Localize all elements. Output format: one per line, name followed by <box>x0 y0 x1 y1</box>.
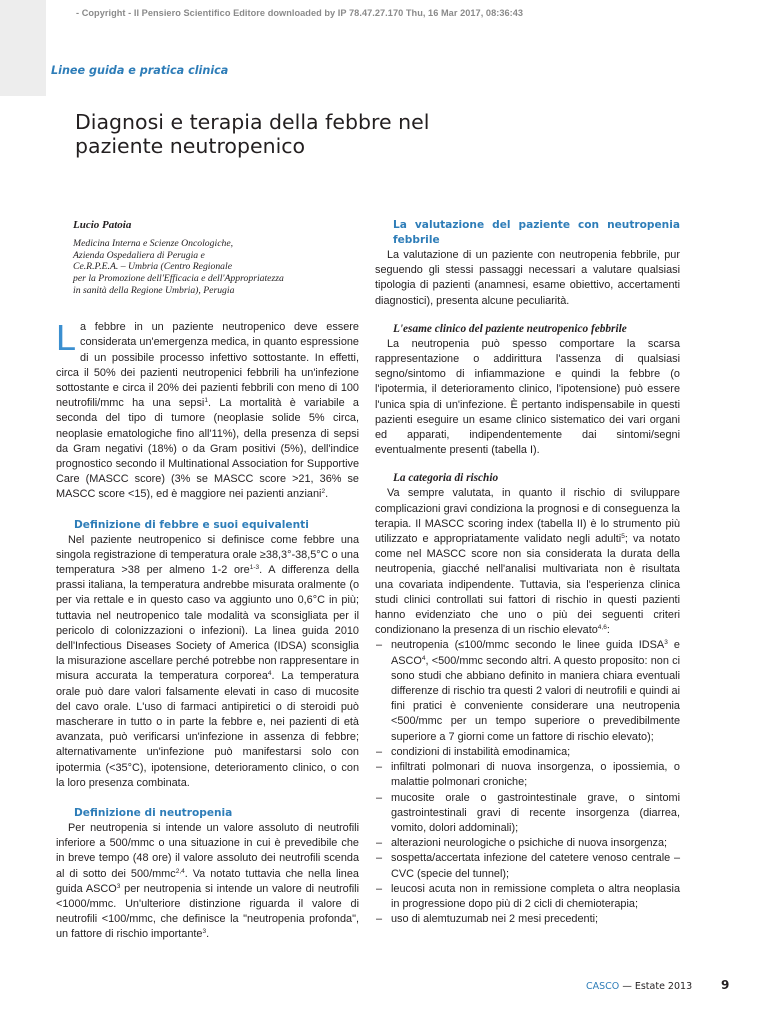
dash-marker: – <box>376 913 383 926</box>
section-label: Linee guida e pratica clinica <box>51 64 229 77</box>
list-item <box>375 882 680 912</box>
citation: 1-3 <box>249 564 260 572</box>
dash-marker: – <box>376 791 383 804</box>
dash-marker: – <box>376 882 383 895</box>
text-run: Va sempre valutata, in quanto il rischio di sviluppare complicazioni gravi condiziona la prognosi e di conseguenza la terapia. Il MASCC scoring index (tabella II) è lo strumento più utilizzato e appropriatamente validato negli adulti <box>375 487 680 546</box>
evaluation-paragraph: La valutazione di un paziente con neutropenia febbrile, pur seguendo gli stessi passaggi necessari a valutare qualsiasi tipologia di pazienti (anamnesi, esame obiettivo, accertamenti diagnostici), presenta alcune peculiarità. <box>375 249 680 307</box>
dash-marker: – <box>376 837 383 850</box>
issue-label: Estate 2013 <box>634 981 693 992</box>
text-run: leucosi acuta non in remissione completa o altra neoplasia in progressione dopo più di 2 cicli di chemioterapia; <box>391 882 680 910</box>
text-run: e ASCO <box>391 639 680 667</box>
affiliation-line: per la Promozione dell'Efficacia e dell'Appropriatezza <box>73 272 284 284</box>
text-run: . La mortalità è variabile a seconda del tipo di tumore (neoplasie solide 5% circa, neoplasie ematologiche fino all'11%), della presenza di sepsi da Gram negativi (18%) o da Gram positivi (5%), dell'indice prognostico secondo il Multinational Association for Supportive Care (MASCC score) (3% se MASCC score >21, 36% se MASCC score <15), ed è maggiore nei pazienti anziani <box>56 397 359 501</box>
text-run: Per neutropenia si intende un valore assoluto di neutrofili inferiore a 500/mmc o una situazione in cui è prevedibile che in breve tempo (48 ore) il valore assoluto dei neutrofili scenda al di sotto dei 500/mmc <box>56 822 359 880</box>
text-run: . La temperatura orale può dare valori falsamente elevati in caso di mucosite del cavo orale. L'uso di farmaci antipiretici o di steroidi può mascherare in tutto o in parte la febbre e, nei pazienti di età avanzata, può verificarsi un'infezione in assenza di febbre; alternativamente un'infezione può manifestarsi solo con ipotermia (<35°C), ipotensione, deterioramento clinico, o con la loro presenza combinata. <box>56 670 359 789</box>
list-item <box>375 836 680 851</box>
list-item <box>375 638 680 744</box>
text-run: . Va notato tuttavia che nella linea guida ASCO <box>56 867 359 895</box>
heading-fever-definition: Definizione di febbre e suoi equivalenti <box>74 518 309 531</box>
citation: 3 <box>202 928 207 936</box>
author-affiliation <box>73 238 359 296</box>
citation: 3 <box>116 882 121 890</box>
citation: 5 <box>621 533 625 541</box>
citation: 4 <box>421 654 426 662</box>
risk-category-paragraph <box>375 486 680 638</box>
fever-definition-paragraph <box>56 533 359 791</box>
dash-marker: – <box>376 639 383 652</box>
text-run: alterazioni neurologiche o psichiche di nuova insorgenza; <box>391 837 668 850</box>
citation: 1 <box>204 397 208 405</box>
citation: 2,4 <box>175 867 185 875</box>
text-run: sospetta/accertata infezione del catetere venoso centrale – CVC (specie del tunnel); <box>391 852 680 880</box>
dash-marker: – <box>376 761 383 774</box>
clinical-exam-paragraph: La neutropenia può spesso comportare la scarsa rappresentazione o addirittura l'assenza di qualsiasi segno/sintomo di infiammazione e quindi la febbre (o l'ipotermia, il deterioramento clinico, l'ipotensione) può essere l'unica spia di un'infezione. È pertanto indispensabile in questi pazienti eseguire un esame clinico sistematico dei vari organi ed apparati, indipendentemente dai sintomi/segni eventualmente presenti (tabella I). <box>375 337 680 457</box>
heading-clinical-exam: L'esame clinico del paziente neutropenico febbrile <box>393 322 627 335</box>
list-item <box>375 851 680 881</box>
page-number: 9 <box>721 978 730 992</box>
list-item <box>375 760 680 790</box>
citation: 4,6 <box>597 624 607 632</box>
heading-neutropenia-definition: Definizione di neutropenia <box>74 807 233 820</box>
citation: 3 <box>664 639 668 647</box>
text-run: : <box>606 624 610 637</box>
text-run: , <500/mmc secondo altri. A questo proposito: non ci sono studi che abbiano definito in maniera chiara eventuali differenze di rischio tra questi 2 valori di neutrofili e quindi ai fini pratici è conveniente considerare una neutropenia <500/mmc per un tempo superiore o prevedibilmente superiore a 7 giorni come un fattore di rischio elevato); <box>391 654 680 743</box>
text-run: ; va notato come nel MASCC score non sia considerata la durata della neutropenia, giacché nell'analisi multivariata non è risultata una covariata indipendente. Tuttavia, sia l'esperienza clinica studi clinici controllati sui fattori di rischio in questi pazienti hanno evidenziato che uno o più dei seguenti criteri condizionano la presenza di un rischio elevato <box>375 533 681 637</box>
copyright-notice: - Copyright - Il Pensiero Scientifico Editore downloaded by IP 78.47.27.170 Thu, 16 Mar 2017, 08:36:43 <box>76 8 524 18</box>
right-column <box>375 218 680 927</box>
text-run: a febbre in un paziente neutropenico deve essere considerata un'emergenza medica, in quanto espressione di un possibile processo infettivo sottostante. In effetti, circa il 50% dei pazienti neutropenici febbrili ha un'infezione sottostante e circa il 20% dei pazienti febbrili con meno di 100 neutrofili/mmc ha una sepsi <box>56 321 359 410</box>
journal-name: CASCO <box>586 981 620 992</box>
heading-risk-category: La categoria di rischio <box>393 472 499 485</box>
footer-separator: — <box>622 981 632 992</box>
list-item <box>375 791 680 837</box>
text-run: uso di alemtuzumab nei 2 mesi precedenti; <box>391 913 599 926</box>
citation: 4 <box>267 670 272 678</box>
text-run: . A differenza della prassi italiana, la temperatura andrebbe misurata oralmente (o per via rettale e in questo caso va aggiunto uno 0,6°C in più; tuttavia nel neutropenico tale modalità va sconsigliata per il pericolo di colonizzazioni o infezioni). La linea guida 2010 dell'Infectious Diseases Society of America (IDSA) sconsiglia la misurazione ascellare perché potrebbe non rappresentare in misura accurata la temperatura corporea <box>56 564 359 683</box>
page-title: Diagnosi e terapia della febbre nel paziente neutropenico <box>75 109 430 158</box>
text-run: condizioni di instabilità emodinamica; <box>391 745 571 758</box>
text-run: . <box>206 928 210 941</box>
text-run: infiltrati polmonari di nuova insorgenza, o ipossiemia, o malattie polmonari croniche; <box>391 761 680 789</box>
list-item <box>375 912 680 927</box>
dash-marker: – <box>376 852 383 865</box>
text-run: per neutropenia si intende un valore di neutrofili <1000/mmc. Un'ulteriore distinzione riguarda il valore di neutrofili <100/mmc, che definisce la "neutropenia profonda", un fattore di rischio importante <box>56 882 360 941</box>
text-run: . <box>325 488 329 501</box>
affiliation-line: Azienda Ospedaliera di Perugia e <box>73 249 205 261</box>
text-run: Nel paziente neutropenico si definisce come febbre una singola registrazione di temperatura orale ≥38,3°-38,5°C o una temperatura >38 per almeno 1-2 ore <box>56 533 359 577</box>
heading-patient-evaluation: La valutazione del paziente con neutropenia febbrile <box>393 219 680 246</box>
affiliation-line: Medicina Interna e Scienze Oncologiche, <box>73 238 234 250</box>
text-run: mucosite orale o gastrointestinale grave, o sintomi gastrointestinali gravi di recente insorgenza (diarrea, vomito, dolori addominali); <box>391 791 680 834</box>
citation: 2 <box>321 488 326 496</box>
text-run: neutropenia (≤100/mmc secondo le linee guida IDSA <box>391 639 665 652</box>
list-item <box>375 745 680 760</box>
corner-band <box>0 0 46 96</box>
running-footer <box>586 981 692 992</box>
intro-paragraph <box>56 317 359 502</box>
author-name: Lucio Patoia <box>73 219 132 231</box>
dash-marker: – <box>376 745 383 758</box>
left-column <box>56 218 359 943</box>
affiliation-line: Ce.R.P.E.A. – Umbria (Centro Regionale <box>73 261 233 273</box>
neutropenia-definition-paragraph <box>56 821 359 943</box>
affiliation-line: in sanità della Regione Umbria), Perugia <box>73 284 235 296</box>
risk-criteria-list <box>375 638 680 927</box>
drop-cap: L <box>56 317 77 359</box>
